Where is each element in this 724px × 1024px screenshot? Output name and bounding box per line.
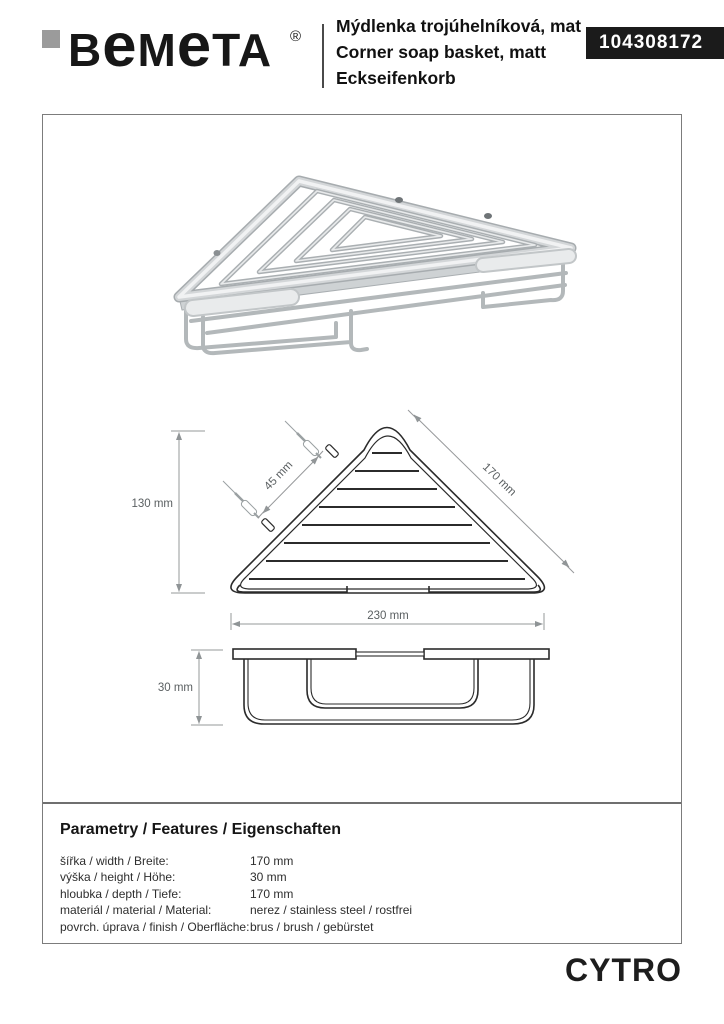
parameters-heading: Parametry / Features / Eigenschaften <box>60 821 341 838</box>
product-title-en: Corner soap basket, matt <box>336 42 547 62</box>
spec-row-finish <box>60 919 660 935</box>
dimension-label-170: 170 mm <box>479 461 519 499</box>
product-code-badge: 104308172 <box>586 27 724 59</box>
top-view <box>131 410 574 593</box>
spec-row-depth <box>60 886 660 902</box>
brand-letter: e <box>102 11 138 80</box>
spec-value: 170 mm <box>250 854 294 868</box>
screw-icon <box>285 421 321 458</box>
brand-letter: e <box>176 11 213 80</box>
spec-value: brus / brush / gebürstet <box>250 919 374 934</box>
spec-row-width <box>60 853 660 869</box>
spec-label: hloubka / depth / Tiefe: <box>60 886 182 901</box>
spec-label: povrch. úprava / finish / Oberfläche: <box>60 919 250 934</box>
width-dimension <box>231 610 544 630</box>
content-frame <box>42 114 682 944</box>
brand-letter: B <box>68 24 103 76</box>
spec-value: nerez / stainless steel / rostfrei <box>250 903 413 918</box>
dimension-label-130: 130 mm <box>131 498 173 510</box>
brand-wordmark <box>68 11 273 80</box>
parameters-separator <box>43 802 681 804</box>
header <box>0 0 724 108</box>
product-photo <box>151 161 581 376</box>
spec-table <box>60 853 660 935</box>
header-divider <box>322 24 324 88</box>
screw-icon <box>223 481 259 518</box>
series-name: CYTRO <box>565 952 682 988</box>
spec-value: 30 mm <box>250 870 287 885</box>
registered-trademark-icon: ® <box>290 28 302 45</box>
dimension-label-230: 230 mm <box>367 610 409 622</box>
spec-label: výška / height / Höhe: <box>60 870 176 885</box>
spec-label: šířka / width / Breite: <box>60 854 169 868</box>
dimension-label-30: 30 mm <box>157 682 193 694</box>
spec-label: materiál / material / Material: <box>60 903 212 918</box>
product-titles <box>336 13 586 91</box>
side-view <box>158 649 549 725</box>
technical-drawing <box>131 397 601 741</box>
product-title-cs: Mýdlenka trojúhelníková, mat <box>336 16 582 36</box>
dimension-label-45: 45 mm <box>262 459 296 493</box>
spec-row-height <box>60 869 660 885</box>
brand-letter: A <box>237 24 273 76</box>
brand-letter: T <box>212 24 238 76</box>
dimension-lines <box>191 650 223 725</box>
spec-row-material <box>60 902 660 918</box>
brand-letter: M <box>137 24 177 76</box>
logo-square-icon <box>42 30 60 48</box>
product-title-de: Eckseifenkorb <box>336 68 456 88</box>
spec-value: 170 mm <box>250 886 294 901</box>
